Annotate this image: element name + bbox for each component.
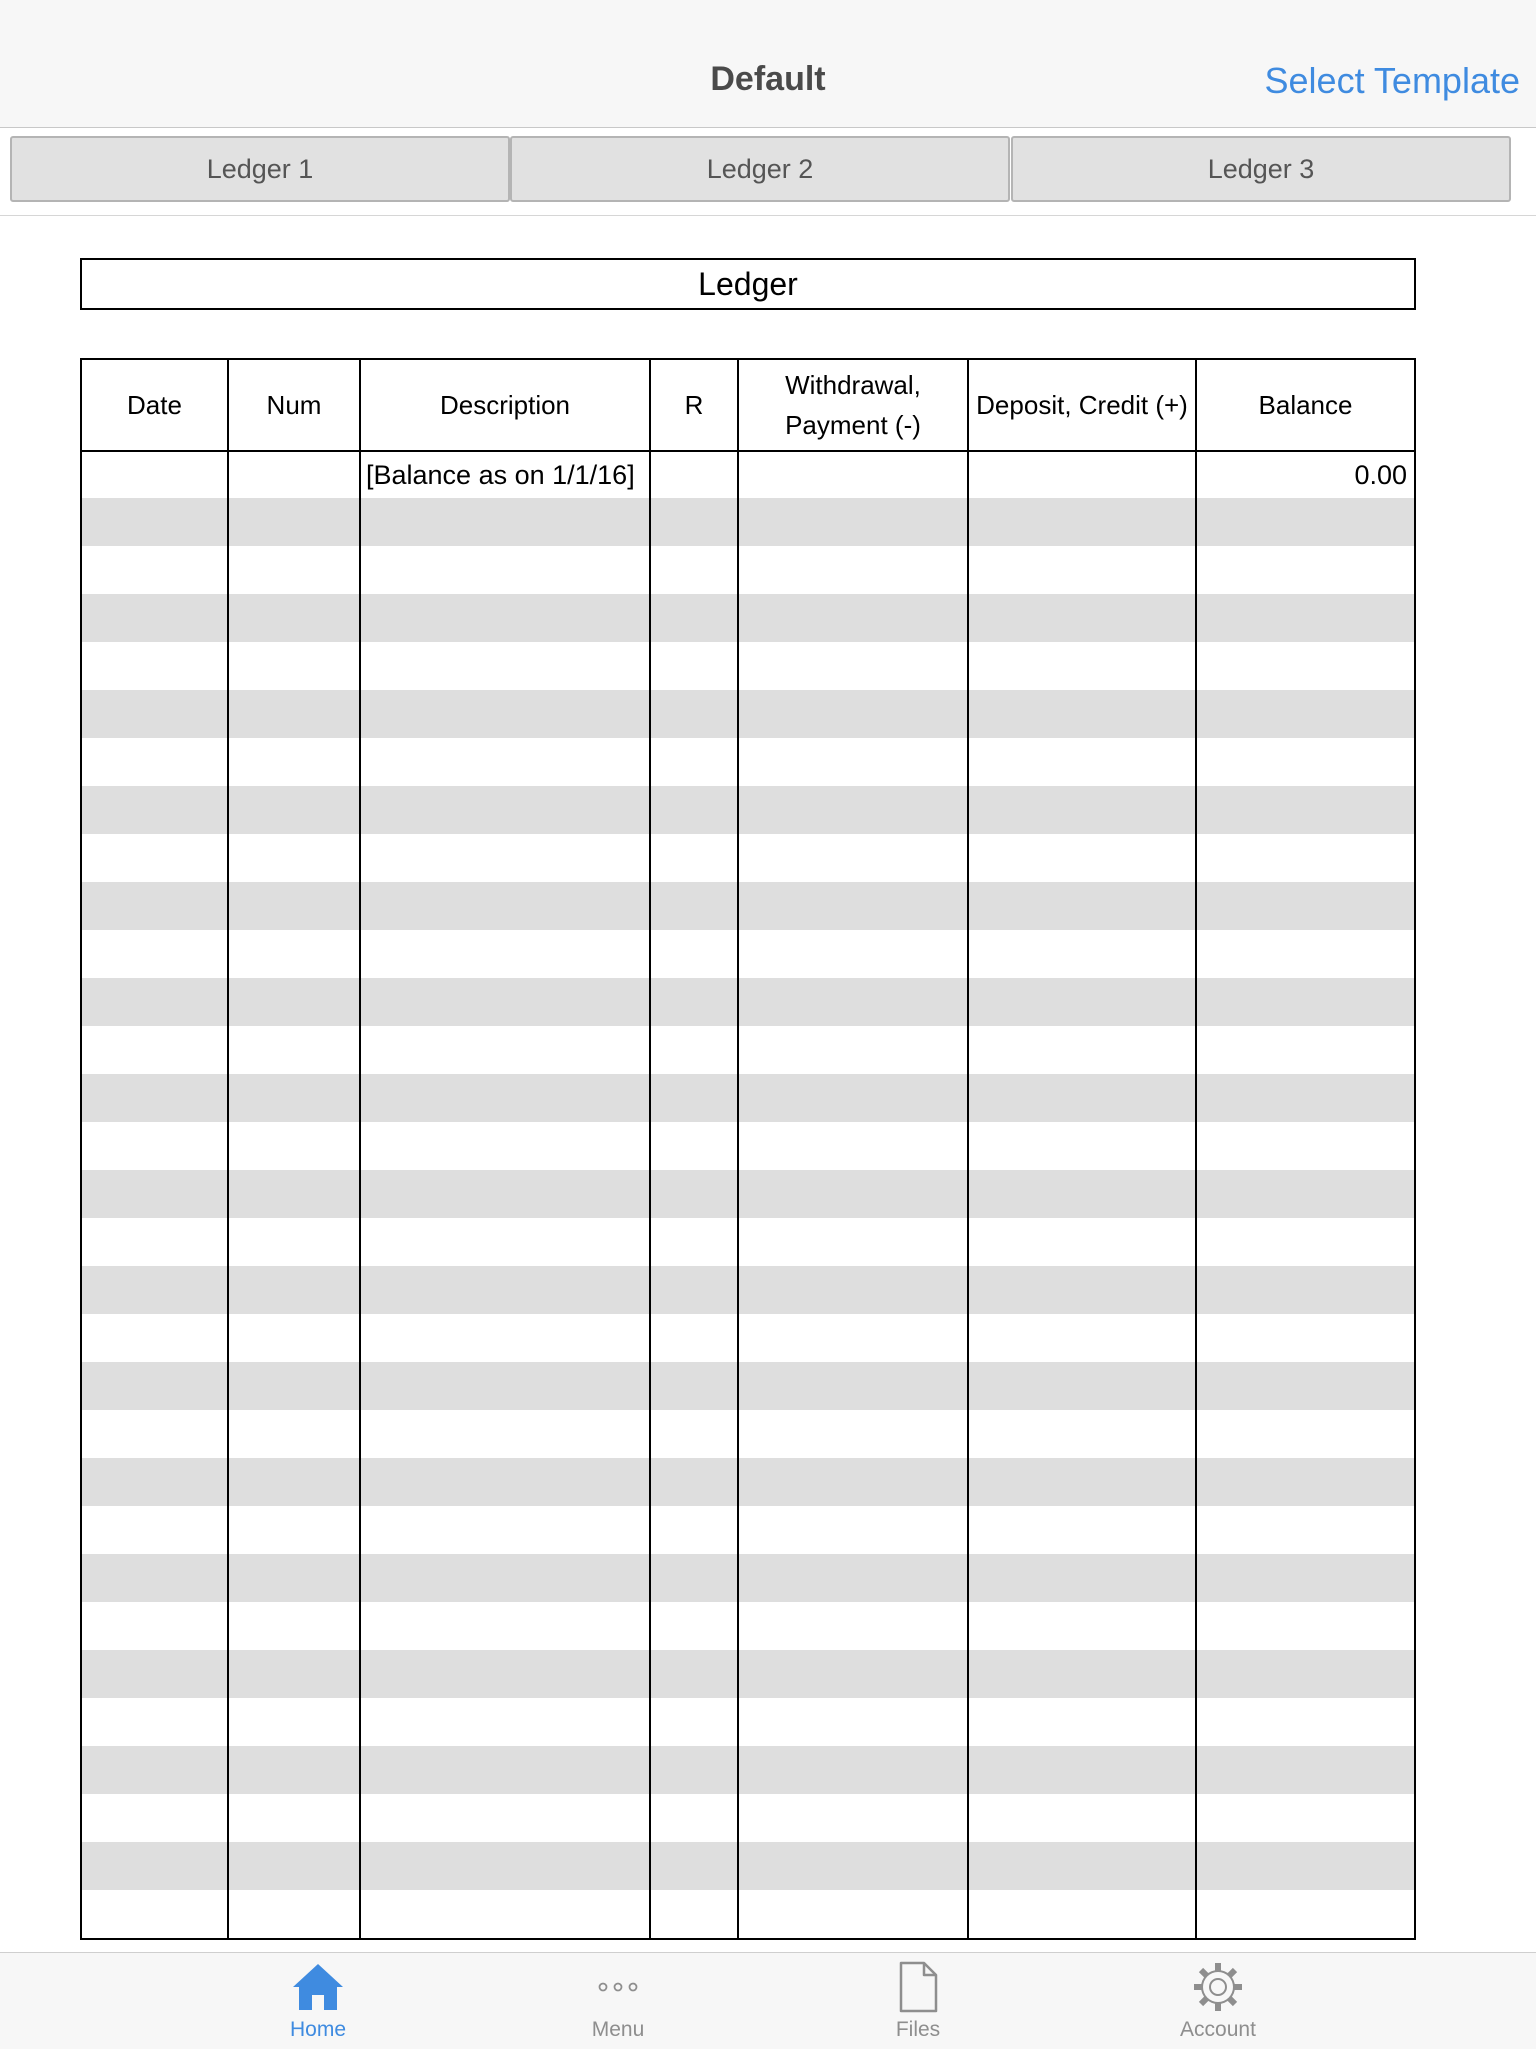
column-divider xyxy=(227,360,229,1938)
row-stripe xyxy=(82,786,1414,834)
row-stripe xyxy=(82,882,1414,930)
column-header-reconciled: R xyxy=(684,390,704,420)
tabbar-home-label: Home xyxy=(289,2018,347,2041)
column-header-withdrawal: Withdrawal, Payment (-) xyxy=(785,370,921,440)
sheet-title[interactable]: Ledger xyxy=(80,258,1416,310)
row-stripe xyxy=(82,1650,1414,1698)
table-header xyxy=(82,360,1414,452)
tab-ledger-3[interactable]: Ledger 3 xyxy=(1011,136,1511,202)
row-stripe xyxy=(82,498,1414,546)
row-stripe xyxy=(82,1842,1414,1890)
tab-ledger-2[interactable]: Ledger 2 xyxy=(510,136,1010,202)
column-header-deposit: Deposit, Credit (+) xyxy=(976,390,1188,420)
cell-description-opening-balance[interactable]: [Balance as on 1/1/16] xyxy=(366,460,635,490)
row-stripe xyxy=(82,1362,1414,1410)
row-stripe xyxy=(82,1170,1414,1218)
more-icon xyxy=(592,1961,644,2013)
column-header-num: Num xyxy=(266,390,322,420)
navigation-bar xyxy=(0,0,1536,128)
home-icon xyxy=(292,1961,344,2013)
row-stripe xyxy=(82,1554,1414,1602)
tab-ledger-1[interactable]: Ledger 1 xyxy=(10,136,510,202)
tabbar-account-label: Account xyxy=(1180,2018,1256,2041)
column-header-description: Description xyxy=(439,390,571,420)
file-icon xyxy=(892,1961,944,2013)
select-template-button[interactable]: Select Template xyxy=(1264,60,1520,101)
cell-balance-opening[interactable]: 0.00 xyxy=(1354,460,1407,490)
ledger-tab-strip xyxy=(0,128,1536,216)
tabbar-files-label: Files xyxy=(895,2018,941,2041)
row-stripe xyxy=(82,1458,1414,1506)
row-stripe xyxy=(82,1746,1414,1794)
row-stripe xyxy=(82,1266,1414,1314)
row-stripe xyxy=(82,1074,1414,1122)
column-divider xyxy=(649,360,651,1938)
tabbar-account[interactable] xyxy=(1118,1953,1318,2049)
page-title: Default xyxy=(710,60,826,98)
row-stripe xyxy=(82,690,1414,738)
row-stripe xyxy=(82,978,1414,1026)
tabbar-files[interactable] xyxy=(818,1953,1018,2049)
ledger-table[interactable] xyxy=(80,358,1416,1940)
row-stripe xyxy=(82,594,1414,642)
bottom-tab-bar xyxy=(0,1952,1536,2049)
column-header-balance: Balance xyxy=(1258,390,1353,420)
column-divider xyxy=(967,360,969,1938)
column-header-date: Date xyxy=(127,390,182,420)
gear-icon xyxy=(1192,1961,1244,2013)
tabbar-home[interactable] xyxy=(218,1953,418,2049)
tabbar-menu[interactable] xyxy=(518,1953,718,2049)
column-divider xyxy=(737,360,739,1938)
column-divider xyxy=(1195,360,1197,1938)
column-divider xyxy=(359,360,361,1938)
tabbar-menu-label: Menu xyxy=(591,2018,645,2041)
